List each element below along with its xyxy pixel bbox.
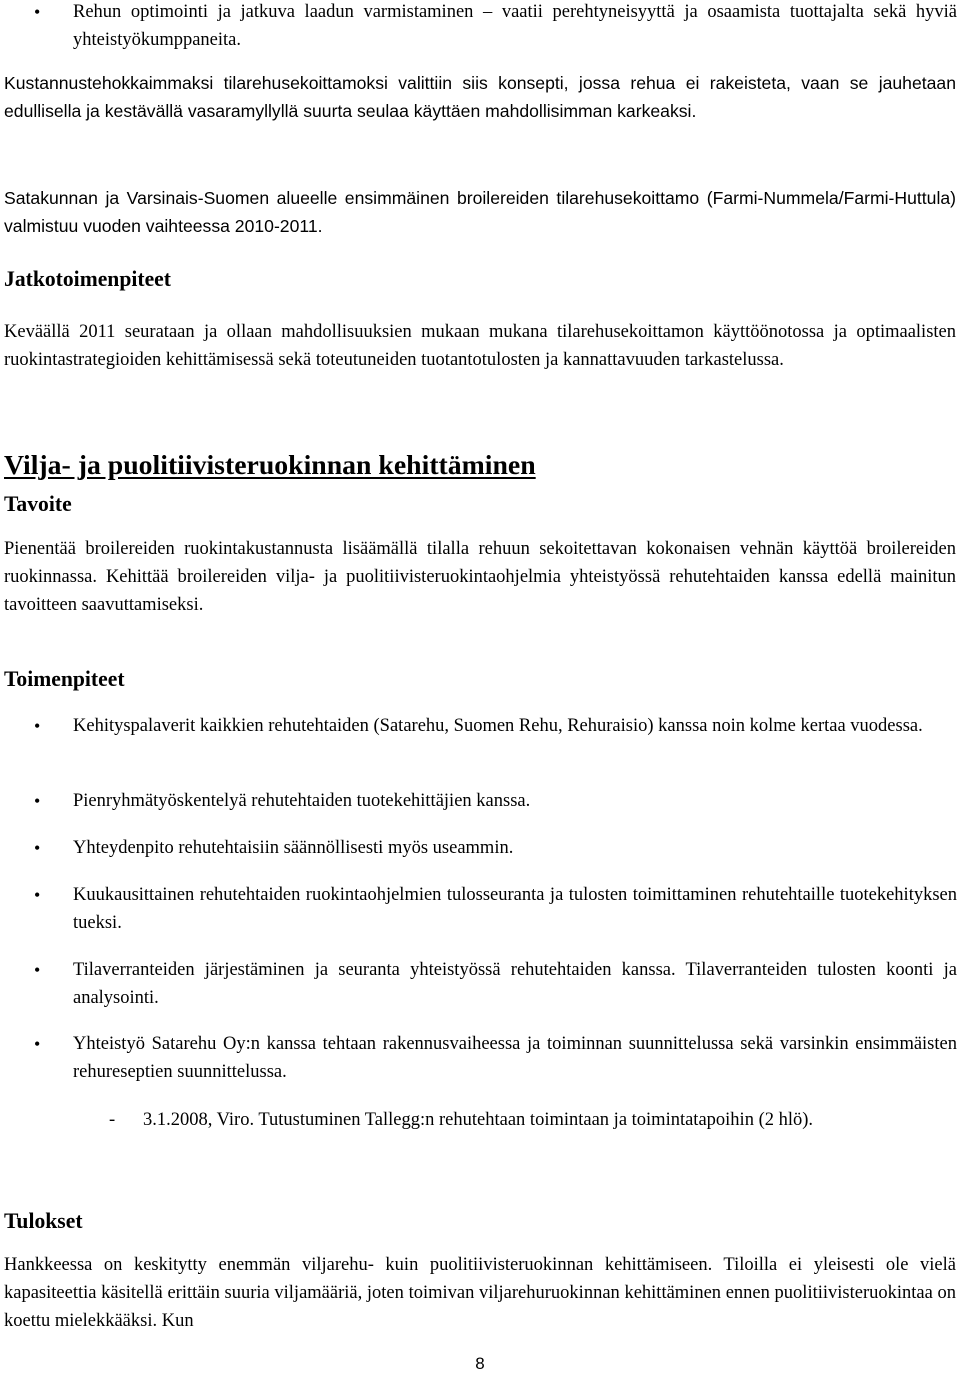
bullet-dot: • xyxy=(34,716,41,736)
paragraph-satakunta: Satakunnan ja Varsinais-Suomen alueelle ensimmäinen broilereiden tilarehusekoittamo (Farmi-Nummela/Farmi-Huttula) valmistuu vuoden vaihteessa 2010-2011. xyxy=(4,188,956,236)
bullet-item-rehun-optimointi: Rehun optimointi ja jatkuva laadun varmistaminen – vaatii perehtyneisyyttä ja osaamista tuottajalta sekä hyviä yhteistyökumppaneita. xyxy=(73,2,957,50)
dash-marker: - xyxy=(109,1110,116,1130)
paragraph-tulokset: Hankkeessa on keskitytty enemmän viljarehu- kuin puolitiivisteruokinnan kehittämiseen. Tiloilla ei yleisesti ole vielä kapasiteettia käsitellä erittäin suuria viljamääriä, joten toimivan viljarehuruokinnan kehittäminen ennen puolitiivisteruokintaa on koettu mielekkääksi. Kun xyxy=(4,1255,956,1331)
heading-jatkotoimenpiteet: Jatkotoimenpiteet xyxy=(4,267,171,291)
bullet-item-pienryhmatyoskentely: Pienryhmätyöskentelyä rehutehtaiden tuotekehittäjien kanssa. xyxy=(73,791,531,811)
section-title-vilja-puolitiiviste: Vilja- ja puolitiivisteruokinnan kehittäminen xyxy=(4,450,536,481)
bullet-item-kuukausittainen-seuranta: Kuukausittainen rehutehtaiden ruokintaohjelmien tulosseuranta ja tulosten toimittaminen rehutehtaille tuotekehityksen tueksi. xyxy=(73,885,957,933)
dash-item-viro-vierailu: 3.1.2008, Viro. Tutustuminen Tallegg:n rehutehtaan toimintaan ja toimintatapoihin (2 hlö). xyxy=(143,1110,814,1130)
bullet-dot: • xyxy=(34,2,41,22)
bullet-dot: • xyxy=(34,838,41,858)
heading-toimenpiteet: Toimenpiteet xyxy=(4,667,125,691)
page-number: 8 xyxy=(475,1354,485,1373)
heading-tavoite: Tavoite xyxy=(4,492,72,516)
bullet-item-yhteistyo-satarehu: Yhteistyö Satarehu Oy:n kanssa tehtaan rakennusvaiheessa ja toiminnan suunnittelussa sekä varsinkin ensimmäisten rehureseptien suunnittelussa. xyxy=(73,1034,957,1082)
bullet-item-kehityspalaverit: Kehityspalaverit kaikkien rehutehtaiden (Satarehu, Suomen Rehu, Rehuraisio) kanssa noin kolme kertaa vuodessa. xyxy=(73,716,923,736)
heading-tulokset: Tulokset xyxy=(4,1209,83,1233)
paragraph-kustannustehokkuus: Kustannustehokkaimmaksi tilarehusekoittamoksi valittiin siis konsepti, jossa rehua ei rakeisteta, vaan se jauhetaan edullisella ja kestävällä vasaramyllyllä suurta seulaa käyttäen mahdollisimman karkeaksi. xyxy=(4,73,956,121)
bullet-item-yhteydenpito: Yhteydenpito rehutehtaisiin säännöllisesti myös useammin. xyxy=(73,838,514,858)
bullet-dot: • xyxy=(34,1034,41,1054)
bullet-dot: • xyxy=(34,960,41,980)
bullet-dot: • xyxy=(34,791,41,811)
paragraph-tavoite: Pienentää broilereiden ruokintakustannusta lisäämällä tilalla rehuun sekoitettavan kokonaisen vehnän käyttöä broilereiden ruokinnassa. Kehittää broilereiden vilja- ja puolitiivisteruokintaohjelmia yhteistyössä rehutehtaiden kanssa edellä mainitun tavoitteen saavuttamiseksi. xyxy=(4,539,956,615)
paragraph-jatkotoimenpiteet: Keväällä 2011 seurataan ja ollaan mahdollisuuksien mukaan mukana tilarehusekoittamon käyttöönotossa ja optimaalisten ruokintastrategioiden kehittämisessä sekä toteutuneiden tuotantotulosten ja kannattavuuden tarkastelussa. xyxy=(4,322,956,370)
bullet-item-tilaverranteet: Tilaverranteiden järjestäminen ja seuranta yhteistyössä rehutehtaiden kanssa. Tilaverranteiden tulosten koonti ja analysointi. xyxy=(73,960,957,1008)
bullet-dot: • xyxy=(34,885,41,905)
